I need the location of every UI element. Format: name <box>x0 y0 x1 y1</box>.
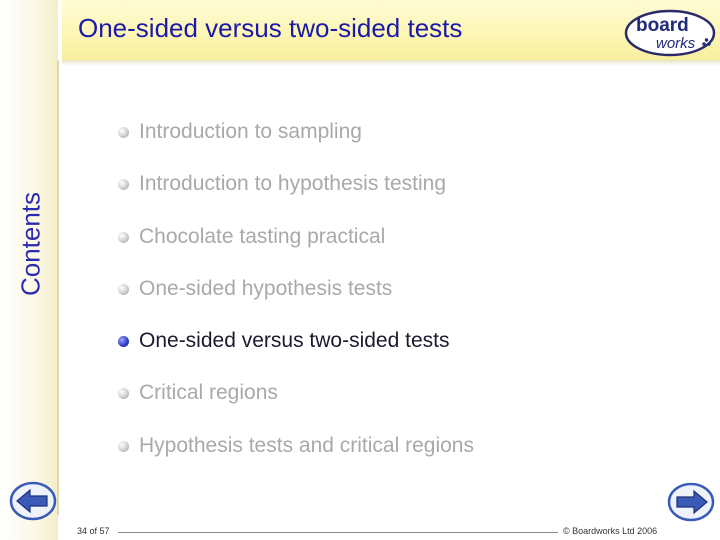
sidebar-divider <box>57 60 59 515</box>
menu-item-chocolate-tasting-practical[interactable] <box>118 223 474 275</box>
bullet-icon <box>118 179 129 190</box>
menu-item-label: Introduction to sampling <box>139 120 362 143</box>
bullet-icon <box>118 284 129 295</box>
contents-menu <box>118 118 474 484</box>
menu-item-label: One-sided hypothesis tests <box>139 276 393 300</box>
page-title: One-sided versus two-sided tests <box>78 13 463 43</box>
menu-item-critical-regions[interactable] <box>118 379 474 431</box>
logo-works-text: works <box>656 35 696 52</box>
menu-item-label: Critical regions <box>139 381 278 405</box>
next-slide-button[interactable] <box>666 480 716 524</box>
copyright-text: © Boardworks Ltd 2006 <box>563 526 658 536</box>
previous-slide-button[interactable] <box>8 478 58 522</box>
logo-board-text: board <box>636 15 689 36</box>
bullet-icon <box>118 127 129 138</box>
arrow-left-icon <box>11 483 55 519</box>
menu-item-label: Introduction to hypothesis testing <box>139 172 447 196</box>
menu-item-label: One-sided versus two-sided tests <box>139 329 450 353</box>
page-counter: 34 of 57 <box>77 526 110 536</box>
menu-item-introduction-to-sampling[interactable] <box>118 118 474 170</box>
bullet-icon <box>118 336 129 347</box>
bullet-icon <box>118 388 129 399</box>
menu-item-hypothesis-tests-and-critical-regions[interactable] <box>118 432 474 484</box>
bullet-icon <box>118 232 129 243</box>
contents-label: Contents <box>15 191 46 297</box>
menu-item-label: Chocolate tasting practical <box>139 224 386 248</box>
arrow-right-icon <box>669 484 713 520</box>
menu-item-label: Hypothesis tests and critical regions <box>139 433 474 457</box>
menu-item-one-sided-hypothesis-tests[interactable] <box>118 275 474 327</box>
bullet-icon <box>118 441 129 452</box>
menu-item-one-sided-versus-two-sided-tests[interactable] <box>118 327 474 379</box>
menu-item-introduction-to-hypothesis-testing[interactable] <box>118 170 474 222</box>
footer-divider <box>118 532 558 533</box>
header-shadow <box>62 60 720 66</box>
boardworks-logo <box>622 6 718 60</box>
